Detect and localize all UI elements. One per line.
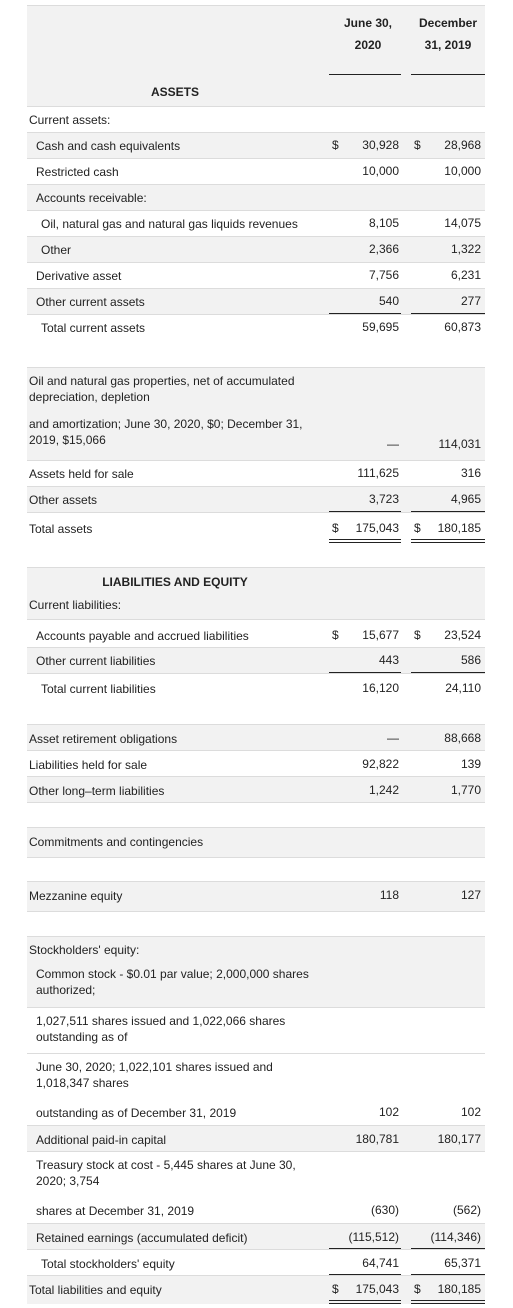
table-row-liabilities-held-for-sale bbox=[27, 750, 485, 777]
table-row-treasury-b bbox=[27, 1197, 485, 1223]
column-header-dec-2019 bbox=[411, 12, 485, 56]
table-row-assets-held-for-sale bbox=[27, 460, 485, 487]
table-row-total-liabilities-equity bbox=[27, 1275, 485, 1304]
value-2020: 8,105 bbox=[368, 216, 399, 230]
value-2020: 111,625 bbox=[357, 466, 399, 480]
currency-symbol: $ bbox=[332, 521, 339, 535]
row-label: Current liabilities: bbox=[29, 598, 122, 612]
row-label: Other assets bbox=[29, 493, 98, 507]
value-2020: 2,366 bbox=[368, 242, 399, 256]
value-2019: 180,177 bbox=[437, 1132, 481, 1146]
column-header-line: 31, 2019 bbox=[424, 38, 472, 52]
value-2020: 1,242 bbox=[368, 783, 399, 797]
value-2019: (114,346) bbox=[430, 1230, 481, 1244]
value-2020: 16,120 bbox=[362, 681, 399, 695]
table-row-common-stock-c bbox=[27, 1053, 485, 1100]
row-label: Total liabilities and equity bbox=[29, 1283, 162, 1297]
table-row bbox=[27, 936, 485, 963]
row-label: Current assets: bbox=[29, 113, 111, 127]
total-double-underline bbox=[329, 1300, 401, 1304]
row-label: Asset retirement obligations bbox=[29, 732, 178, 746]
value-2020: (630) bbox=[370, 1203, 399, 1217]
row-label: and amortization; June 30, 2020, $0; December 31, 2019, $15,066 bbox=[29, 417, 303, 447]
value-2019: 14,075 bbox=[444, 216, 481, 230]
value-2019: 4,965 bbox=[450, 492, 481, 506]
value-2020: 540 bbox=[378, 294, 399, 308]
table-row-oil-gas-properties-a bbox=[27, 367, 485, 413]
row-label: Commitments and contingencies bbox=[29, 835, 204, 849]
value-2019: 139 bbox=[460, 757, 481, 771]
value-2020: 7,756 bbox=[368, 268, 399, 282]
row-label: Additional paid-in capital bbox=[36, 1133, 167, 1147]
value-2020: 92,822 bbox=[362, 757, 399, 771]
table-row-mezzanine-equity bbox=[27, 881, 485, 912]
table-row-cash bbox=[27, 132, 485, 159]
table-row-accounts-payable bbox=[27, 619, 485, 648]
value-2019: 114,031 bbox=[438, 437, 481, 451]
row-label: Total stockholders' equity bbox=[41, 1257, 175, 1271]
header-underline bbox=[329, 74, 401, 75]
column-header-line: 2020 bbox=[354, 38, 382, 52]
row-label: Accounts receivable: bbox=[36, 191, 147, 205]
row-label: Derivative asset bbox=[36, 269, 122, 283]
table-row-asset-retirement-obligations bbox=[27, 724, 485, 751]
row-label: shares at December 31, 2019 bbox=[36, 1204, 195, 1218]
table-row bbox=[27, 593, 485, 619]
table-row-commitments bbox=[27, 827, 485, 858]
currency-symbol: $ bbox=[332, 628, 339, 642]
value-2019: 6,231 bbox=[450, 268, 481, 282]
spacer-row bbox=[27, 802, 485, 828]
row-label: Other bbox=[41, 243, 72, 257]
row-label: Retained earnings (accumulated deficit) bbox=[36, 1231, 248, 1245]
value-2020: (115,512) bbox=[348, 1230, 399, 1244]
value-2020: 118 bbox=[379, 888, 399, 902]
row-label: outstanding as of December 31, 2019 bbox=[36, 1106, 237, 1120]
value-2020: 3,723 bbox=[368, 492, 399, 506]
section-title-assets: ASSETS bbox=[150, 85, 199, 99]
value-2019: 60,873 bbox=[444, 320, 481, 334]
table-row-restricted-cash bbox=[27, 158, 485, 185]
row-label: 1,027,511 shares issued and 1,022,066 shares outstanding as of bbox=[36, 1014, 286, 1044]
table-row-common-stock-b bbox=[27, 1007, 485, 1054]
value-2019: 65,371 bbox=[444, 1256, 481, 1270]
currency-symbol: $ bbox=[414, 1282, 421, 1296]
row-label: June 30, 2020; 1,022,101 shares issued and 1,018,347 shares bbox=[36, 1060, 273, 1090]
row-label: Treasury stock at cost - 5,445 shares at June 30, 2020; 3,754 bbox=[36, 1158, 296, 1188]
row-label: Assets held for sale bbox=[29, 467, 134, 481]
table-row-other-long-term-liabilities bbox=[27, 776, 485, 803]
spacer-row bbox=[27, 857, 485, 882]
column-header-line: June 30, bbox=[343, 16, 393, 30]
table-row-other-assets bbox=[27, 486, 485, 513]
value-2020: 15,677 bbox=[362, 628, 399, 642]
spacer-row bbox=[27, 911, 485, 937]
value-2019: 1,322 bbox=[450, 242, 481, 256]
table-row-common-stock-d bbox=[27, 1099, 485, 1125]
table-row-other-current-assets bbox=[27, 288, 485, 315]
value-2020: 10,000 bbox=[362, 164, 399, 178]
column-header-line: December bbox=[418, 16, 478, 30]
spacer-row bbox=[27, 542, 485, 567]
spacer-row bbox=[27, 699, 485, 724]
row-label: Total current liabilities bbox=[41, 682, 156, 696]
section-title-liabilities: LIABILITIES AND EQUITY bbox=[102, 575, 248, 589]
value-2019: 28,968 bbox=[444, 138, 481, 152]
assets-title-row bbox=[27, 80, 485, 106]
row-label: Oil and natural gas properties, net of accumulated depreciation, depletion bbox=[29, 374, 295, 404]
table-row-retained-earnings bbox=[27, 1223, 485, 1250]
total-double-underline bbox=[411, 1300, 485, 1304]
table-row-apic bbox=[27, 1125, 485, 1152]
value-2020: 175,043 bbox=[355, 521, 399, 535]
row-label: Restricted cash bbox=[36, 165, 119, 179]
row-label: Oil, natural gas and natural gas liquids revenues bbox=[41, 217, 298, 231]
spacer-row bbox=[27, 340, 485, 367]
value-2020: 64,741 bbox=[362, 1256, 399, 1270]
table-row bbox=[27, 106, 485, 133]
row-label: Total assets bbox=[29, 522, 93, 536]
table-header-row bbox=[27, 5, 485, 81]
table-row-total-current-liabilities bbox=[27, 673, 485, 700]
column-header-june-2020 bbox=[335, 12, 401, 56]
value-2019: 88,668 bbox=[444, 731, 481, 745]
value-2020: 180,781 bbox=[355, 1132, 399, 1146]
row-label: Liabilities held for sale bbox=[29, 758, 148, 772]
table-row-other-receivable bbox=[27, 236, 485, 263]
value-2020: — bbox=[387, 731, 399, 745]
value-2019: 277 bbox=[460, 294, 481, 308]
value-2020: 59,695 bbox=[362, 320, 399, 334]
table-row-common-stock-a bbox=[27, 962, 485, 1007]
value-2020: 102 bbox=[378, 1105, 399, 1119]
table-row-derivative-asset bbox=[27, 262, 485, 289]
value-2020: 443 bbox=[378, 653, 399, 667]
row-label: Total current assets bbox=[41, 321, 146, 335]
currency-symbol: $ bbox=[332, 138, 339, 152]
value-2019: 316 bbox=[460, 466, 481, 480]
value-2019: 180,185 bbox=[437, 1282, 481, 1296]
row-label: Other current liabilities bbox=[36, 654, 156, 668]
row-label: Other long–term liabilities bbox=[29, 784, 165, 798]
value-2019: 127 bbox=[460, 888, 481, 902]
value-2019: 24,110 bbox=[445, 681, 481, 695]
value-2020: 30,928 bbox=[362, 138, 399, 152]
table-row-total-assets bbox=[27, 512, 485, 543]
row-label: Common stock - $0.01 par value; 2,000,000 shares authorized; bbox=[36, 967, 309, 997]
table-row-total-stockholders-equity bbox=[27, 1249, 485, 1276]
balance-sheet-table bbox=[27, 5, 485, 1303]
table-row-total-current-assets bbox=[27, 314, 485, 341]
value-2019: (562) bbox=[452, 1203, 481, 1217]
value-2019: 10,000 bbox=[444, 164, 481, 178]
table-row-oil-gas-properties-b bbox=[27, 412, 485, 460]
value-2019: 180,185 bbox=[437, 521, 481, 535]
table-row-other-current-liabilities bbox=[27, 647, 485, 674]
value-2019: 1,770 bbox=[450, 783, 481, 797]
header-underline bbox=[411, 74, 485, 75]
table-row bbox=[27, 184, 485, 211]
table-row-oil-revenues bbox=[27, 210, 485, 237]
row-label: Other current assets bbox=[36, 295, 145, 309]
value-2019: 23,524 bbox=[444, 628, 481, 642]
value-2019: 586 bbox=[460, 653, 481, 667]
value-2020: — bbox=[387, 437, 399, 451]
currency-symbol: $ bbox=[414, 138, 421, 152]
row-label: Mezzanine equity bbox=[29, 889, 123, 903]
currency-symbol: $ bbox=[414, 521, 421, 535]
value-2020: 175,043 bbox=[355, 1282, 399, 1296]
liabilities-title-row bbox=[27, 567, 485, 594]
row-label: Accounts payable and accrued liabilities bbox=[36, 629, 249, 643]
table-row-treasury-a bbox=[27, 1151, 485, 1198]
currency-symbol: $ bbox=[332, 1282, 339, 1296]
row-label: Cash and cash equivalents bbox=[36, 139, 181, 153]
currency-symbol: $ bbox=[414, 628, 421, 642]
value-2019: 102 bbox=[460, 1105, 481, 1119]
row-label: Stockholders' equity: bbox=[29, 943, 140, 957]
